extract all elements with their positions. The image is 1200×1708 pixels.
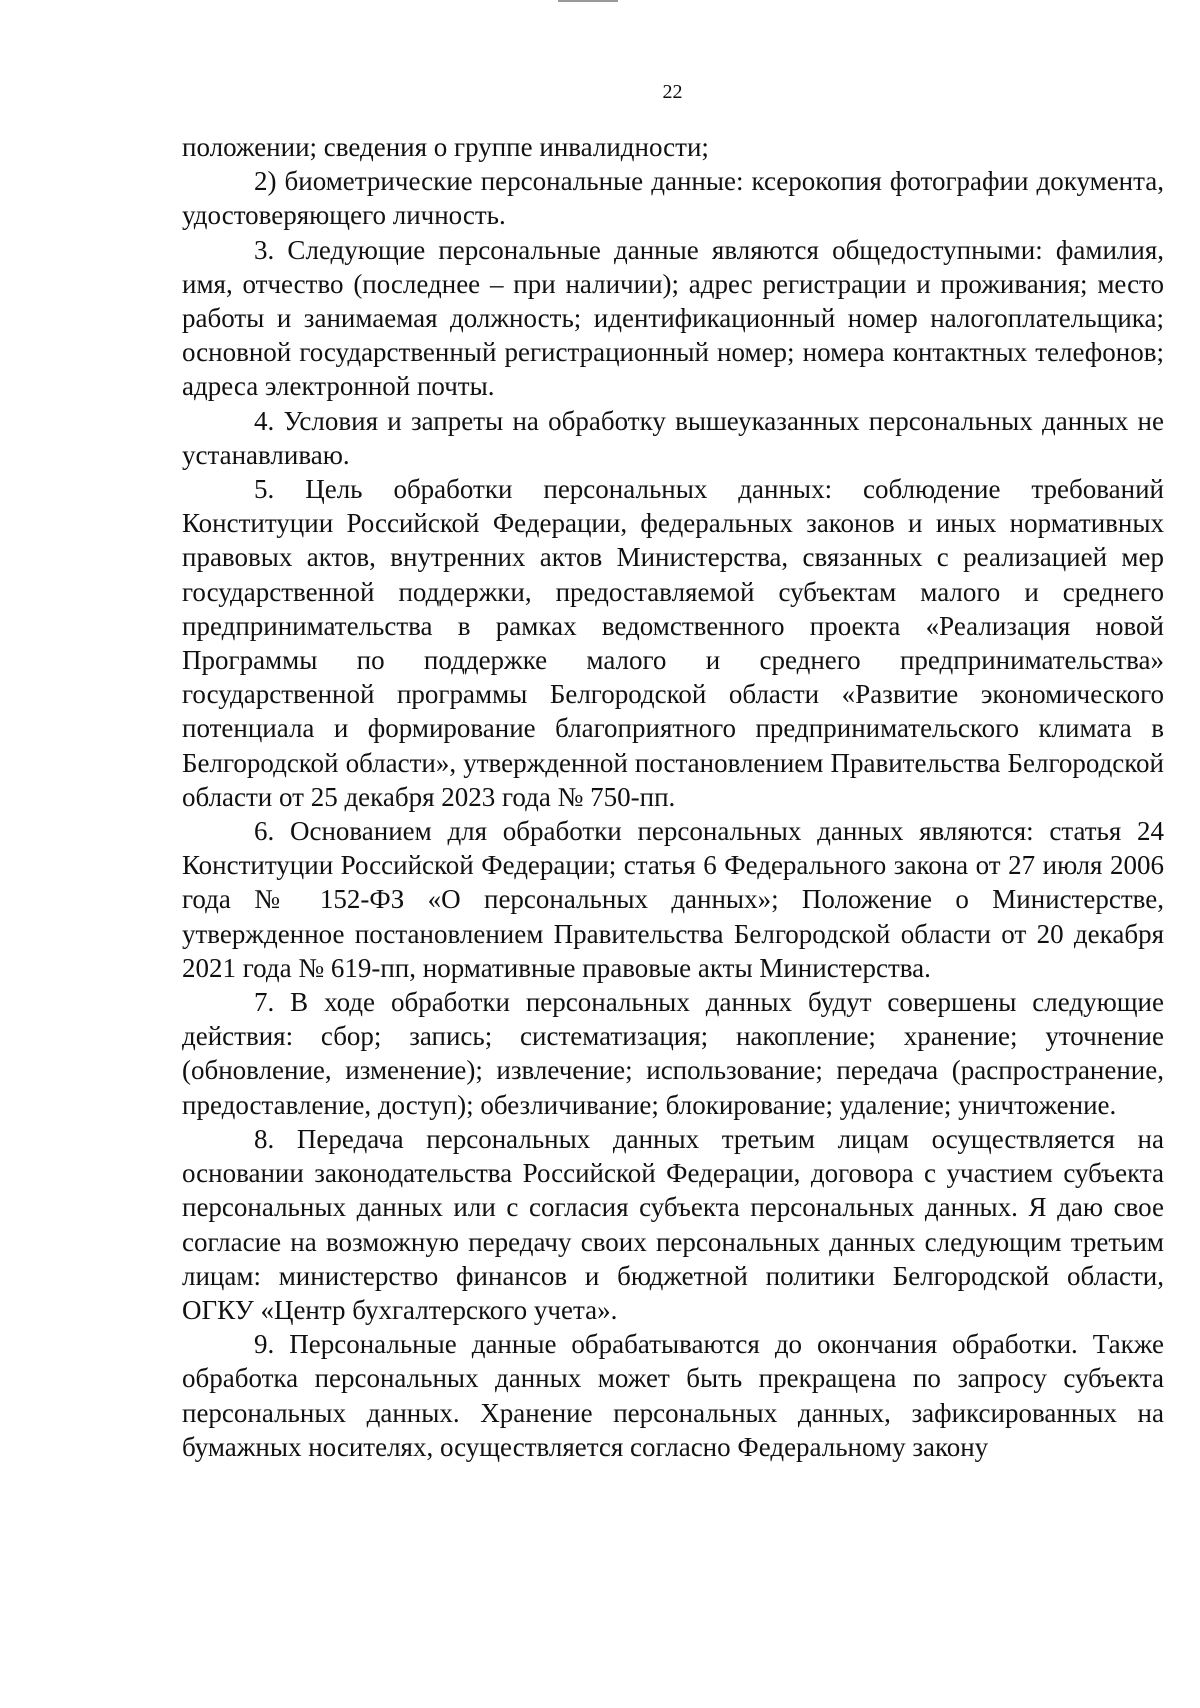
paragraph-6-grounds: 6. Основанием для обработки персональных данных являются: статья 24 Конституции Российской Федерации; статья 6 Федерального закона от 27 июля 2006 года № 152-ФЗ «О персональных данных»; Положение о Министерстве, утвержденное постановлением Правительства Белгородской области от 20 декабря 2021 года № 619-пп, нормативные правовые акты Министерства. xyxy=(182,816,1164,983)
paragraph-8-transfer: 8. Передача персональных данных третьим лицам осуществляется на основании законодательства Российской Федерации, договора с участием субъекта персональных данных или с согласия субъекта персональных данных. Я даю свое согласие на возможную передачу своих персональных данных следующим третьим лицам: министерство финансов и бюджетной политики Белгородской области, ОГКУ «Центр бухгалтерского учета». xyxy=(182,1123,1164,1325)
page-number: 22 xyxy=(662,81,683,103)
document-body xyxy=(182,130,1164,1464)
paragraph-9-processing-term: 9. Персональные данные обрабатываются до окончания обработки. Также обработка персональных данных может быть прекращена по запросу субъекта персональных данных. Хранение персональных данных, зафиксированных на бумажных носителях, осуществляется согласно Федеральному закону xyxy=(182,1329,1164,1462)
paragraph-5-purpose: 5. Цель обработки персональных данных: соблюдение требований Конституции Российской Федерации, федеральных законов и иных нормативных правовых актов, внутренних актов Министерства, связанных с реализацией мер государственной поддержки, предоставляемой субъектам малого и среднего предпринимательства в рамках ведомственного проекта «Реализация новой Программы по поддержке малого и среднего предпринимательства» государственной программы Белгородской области «Развитие экономического потенциала и формирование благоприятного предпринимательского климата в Белгородской области», утвержденной постановлением Правительства Белгородской области от 25 декабря 2023 года № 750-пп. xyxy=(182,474,1164,812)
paragraph-4-conditions: 4. Условия и запреты на обработку вышеуказанных персональных данных не устанавливаю. xyxy=(182,405,1164,470)
scan-mark xyxy=(558,0,618,2)
paragraph-biometric-data: 2) биометрические персональные данные: ксерокопия фотографии документа, удостоверяющего личность. xyxy=(182,166,1164,231)
paragraph-continuation: положении; сведения о группе инвалидности; xyxy=(182,132,709,162)
paragraph-3-public-data: 3. Следующие персональные данные являются общедоступными: фамилия, имя, отчество (последнее – при наличии); адрес регистрации и проживания; место работы и занимаемая должность; идентификационный номер налогоплательщика; основной государственный регистрационный номер; номера контактных телефонов; адреса электронной почты. xyxy=(182,234,1164,402)
paragraph-7-actions: 7. В ходе обработки персональных данных будут совершены следующие действия: сбор; запись; систематизация; накопление; хранение; уточнение (обновление, изменение); извлечение; использование; передача (распространение, предоставление, доступ); обезличивание; блокирование; удаление; уничтожение. xyxy=(182,987,1164,1120)
